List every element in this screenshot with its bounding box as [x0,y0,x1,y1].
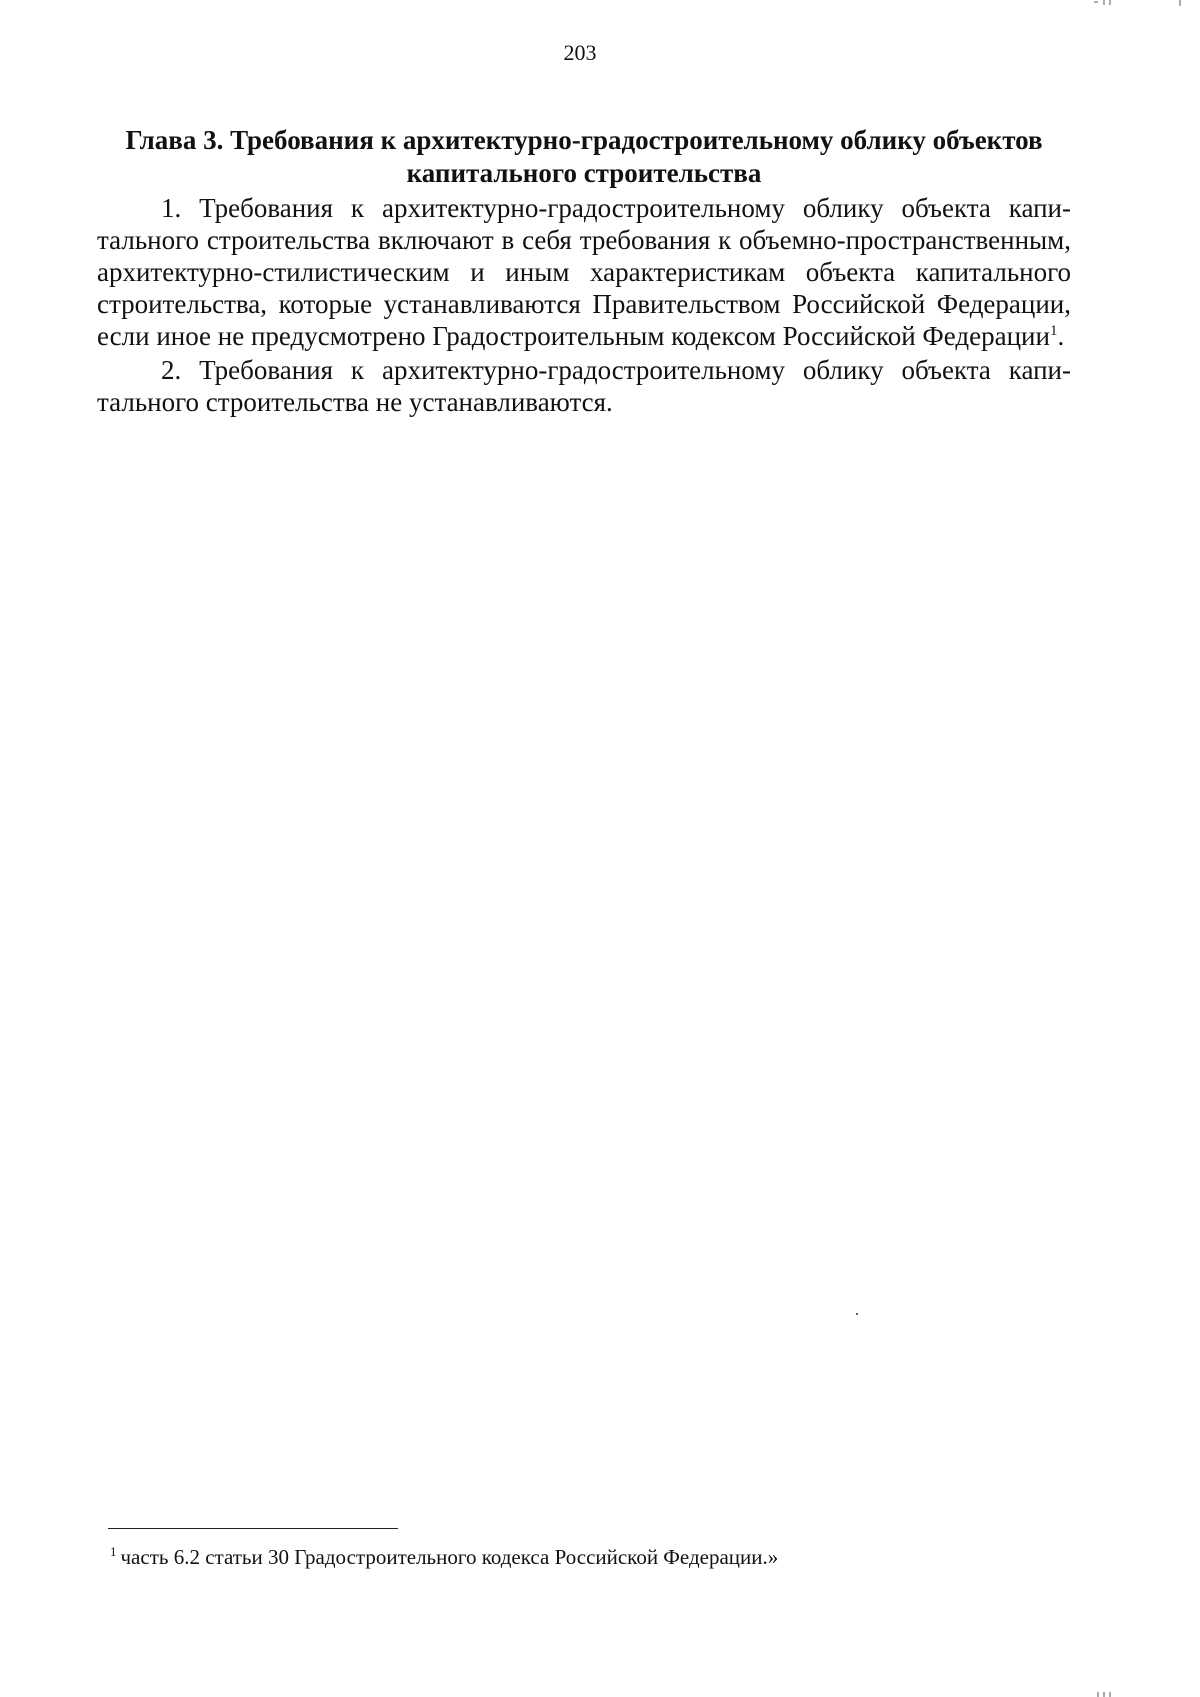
paragraph-1-text: 1. Требования к архитектурно-градостроительному облику объекта капитального строительства включают в себя требования к объемно-пространственным, архитектурно-стилистическим и иным характеристикам объекта капитального строительства, которые устанавливаются Правительством Российской Федерации, если иное не предусмотрено Градостроительным кодексом Российской Федерации [97,193,1071,351]
chapter-title [97,124,1071,190]
paragraph-1-trailing: . [1057,321,1065,351]
scan-edge-mark-bottom [1034,1691,1184,1697]
footnote [110,1544,1090,1570]
chapter-title-line1: Глава 3. Требования к архитектурно-градостроительному облику объектов [125,125,1043,155]
paragraph-2 [97,354,1071,418]
page-number: 203 [563,40,597,65]
chapter-title-line2: капитального строительства [406,158,762,188]
footnote-separator [108,1528,398,1529]
scan-edge-mark-top [1034,0,1184,6]
paragraph-2-text: 2. Требования к архитектурно-градостроительному облику объекта капитального строительства не устанавливаются. [97,355,1071,417]
page-content [97,124,1071,418]
footnote-reference: 1 [1049,323,1058,339]
paragraph-1 [97,192,1071,352]
scan-speck [856,1313,858,1315]
footnote-marker: 1 [110,1544,117,1559]
footnote-text: часть 6.2 статьи 30 Градостроительного кодекса Российской Федерации.» [120,1545,779,1569]
